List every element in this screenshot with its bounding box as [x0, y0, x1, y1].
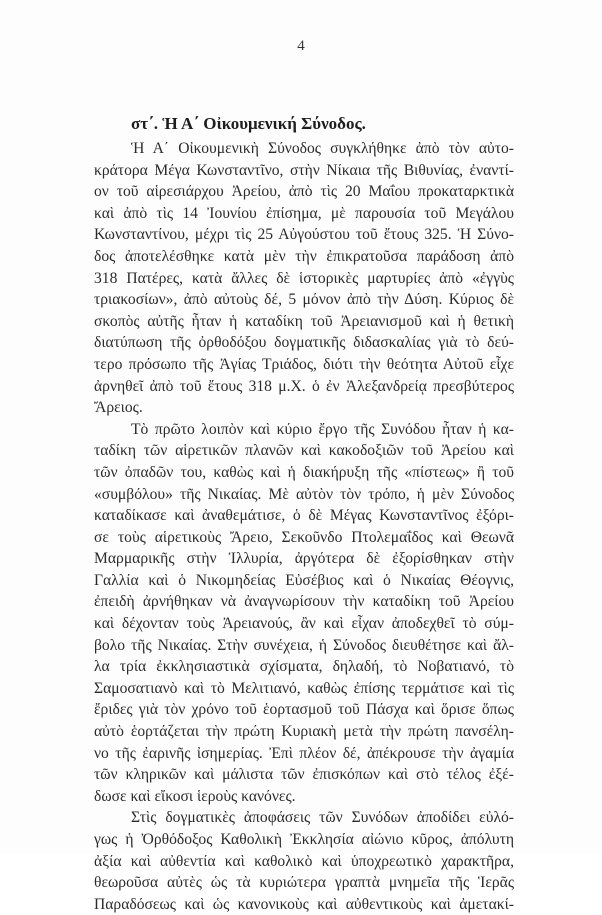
text-line: καταδίκασε καὶ ἀναθεμάτισε, ὁ δὲ Μέγας Κωνσταντῖνος ἐξόρι-	[94, 507, 514, 525]
text-line: κράτορα Μέγα Κωνσταντῖνο, στὴν Νίκαια τῆς Βιθυνίας, ἐναντί-	[94, 161, 514, 179]
text-line: Ἡ Α΄ Οἰκουμενικὴ Σύνοδος συγκλήθηκε ἀπὸ τὸν αὐτο-	[131, 140, 514, 157]
text-line: Σαμοσατιανὸ καὶ τὸ Μελιτιανό, καθὼς ἐπίσης τερμάτισε καὶ τὶς	[94, 679, 514, 697]
text-line: δωσε καὶ εἴκοσι ἱεροὺς κανόνες.	[94, 787, 296, 805]
text-line: καὶ ἀπὸ τὶς 14 Ἰουνίου ἐπίσημα, μὲ παρουσία τοῦ Μεγάλου	[94, 204, 514, 222]
text-line: ἀρνηθεῖ ἀπὸ τοῦ ἔτους 318 μ.Χ. ὁ ἐν Ἀλεξανδρείᾳ πρεσβύτερος	[94, 377, 514, 395]
text-line: τῶν κληρικῶν καὶ μάλιστα τῶν ἐπισκόπων καὶ στὸ τέλος ἐξέ-	[94, 766, 514, 784]
text-line: Παραδόσεως καὶ ὡς κανονικοὺς καὶ αὐθεντικοὺς καὶ ἀμετακί-	[94, 895, 514, 913]
section-heading: στ΄. Ἡ Α΄ Οἰκουμενική Σύνοδος.	[131, 114, 366, 133]
paragraph-1	[94, 138, 514, 419]
text-line: Στὶς δογματικὲς ἀποφάσεις τῶν Συνόδων ἀποδίδει εὐλό-	[131, 809, 514, 827]
text-line: τριακοσίων», ἀπὸ αὐτοὺς δέ, 5 μόνον ἀπὸ τὴν Δύση. Κύριος δὲ	[94, 291, 514, 309]
text-line: βολο τῆς Νικαίας. Στὴν συνέχεια, ἡ Σύνοδος διευθέτησε καὶ ἄλ-	[94, 636, 514, 654]
paragraph-3	[94, 807, 514, 915]
text-line: Ἄρειος.	[94, 399, 143, 417]
text-line: τερο πρόσωπο τῆς Ἀγίας Τριάδος, διότι τὴν θεότητα Αὐτοῦ εἶχε	[94, 355, 514, 373]
text-line: καὶ δέχονταν τοὺς Ἀρειανούς, ἂν καὶ εἶχαν ἀποδεχθεῖ τὸ σύμ-	[94, 615, 514, 633]
text-line: σε τοὺς αἱρετικοὺς Ἄρειο, Σεκοῦνδο Πτολεμαΐδος καὶ Θεωνᾶ	[94, 528, 514, 546]
text-line: θεωροῦσα αὐτὲς ὡς τὰ κυριώτερα γραπτὰ μνημεῖα τῆς Ἱερᾶς	[94, 874, 514, 892]
text-line: διατύπωση τῆς ὀρθοδόξου δογματικῆς διδασκαλίας γιὰ τὸ δεύ-	[94, 334, 514, 352]
text-line: ον τοῦ αἱρεσιάρχου Ἀρείου, ἀπὸ τὶς 20 Μαΐου προκαταρκτικὰ	[94, 183, 514, 201]
text-line: «συμβόλου» τῆς Νικαίας. Μὲ αὐτὸν τὸν τρόπο, ἡ μὲν Σύνοδος	[94, 485, 514, 503]
text-line: λα τρία ἐκκλησιαστικὰ σχίσματα, δηλαδή, τὸ Νοβατιανό, τὸ	[94, 658, 514, 676]
text-line: ἐπειδὴ ἀρνήθηκαν νὰ ἀναγνωρίσουν τὴν καταδίκη τοῦ Ἀρείου	[94, 593, 514, 611]
text-line: ταδίκη τῶν αἱρετικῶν πλανῶν καὶ κακοδοξιῶν τοῦ Ἀρείου καὶ	[94, 442, 514, 460]
body-text	[94, 138, 514, 915]
text-line: 318 Πατέρες, κατὰ ἄλλες δὲ ἱστορικὲς μαρτυρίες ἀπὸ «ἐγγὺς	[94, 269, 514, 287]
page-number: 4	[297, 38, 305, 54]
text-line: σκοπὸς αὐτῆς ἦταν ἡ καταδίκη τοῦ Ἀρειανισμοῦ καὶ ἡ θετικὴ	[94, 312, 514, 330]
text-line: νο τῆς ἐαρινῆς ἰσημερίας. Ἐπὶ πλέον δέ, ἀπέκρουσε τὴν ἀγαμία	[94, 744, 514, 762]
text-line: ἔριδες γιὰ τὸν χρόνο τοῦ ἑορτασμοῦ τοῦ Πάσχα καὶ ὅρισε ὅπως	[94, 701, 514, 719]
text-line: αὐτὸ ἑορτάζεται τὴν πρώτη Κυριακὴ μετὰ τὴν πρώτη πανσέλη-	[94, 723, 514, 741]
paragraph-2	[94, 419, 514, 808]
text-line: Κωνσταντίνου, μέχρι τὶς 25 Αὐγούστου τοῦ ἔτους 325. Ἡ Σύνο-	[94, 226, 514, 244]
text-line: ἀξία καὶ αὐθεντία καὶ καθολικὸ καὶ ὑποχρεωτικὸ χαρακτῆρα,	[94, 852, 514, 870]
text-line: Μαρμαρικῆς στὴν Ἰλλυρία, ἀργότερα δὲ ἐξορίσθηκαν στὴν	[94, 550, 514, 568]
text-line: γως ἡ Ὀρθόδοξος Καθολικὴ Ἐκκλησία αἰώνιο κῦρος, ἀπόλυτη	[94, 831, 514, 848]
text-line: Τὸ πρῶτο λοιπὸν καὶ κύριο ἔργο τῆς Συνόδου ἦταν ἡ κα-	[131, 420, 514, 438]
text-line: τῶν ὀπαδῶν του, καθὼς καὶ ἡ διακήρυξη τῆς «πίστεως» ἢ τοῦ	[94, 463, 514, 481]
text-line: Γαλλία καὶ ὁ Νικομηδείας Εὐσέβιος καὶ ὁ Νικαίας Θέογνις,	[94, 571, 514, 589]
text-line: δος ἀποτελέσθηκε κατὰ μὲν τὴν ἐπικρατοῦσα παράδοση ἀπὸ	[94, 247, 514, 265]
